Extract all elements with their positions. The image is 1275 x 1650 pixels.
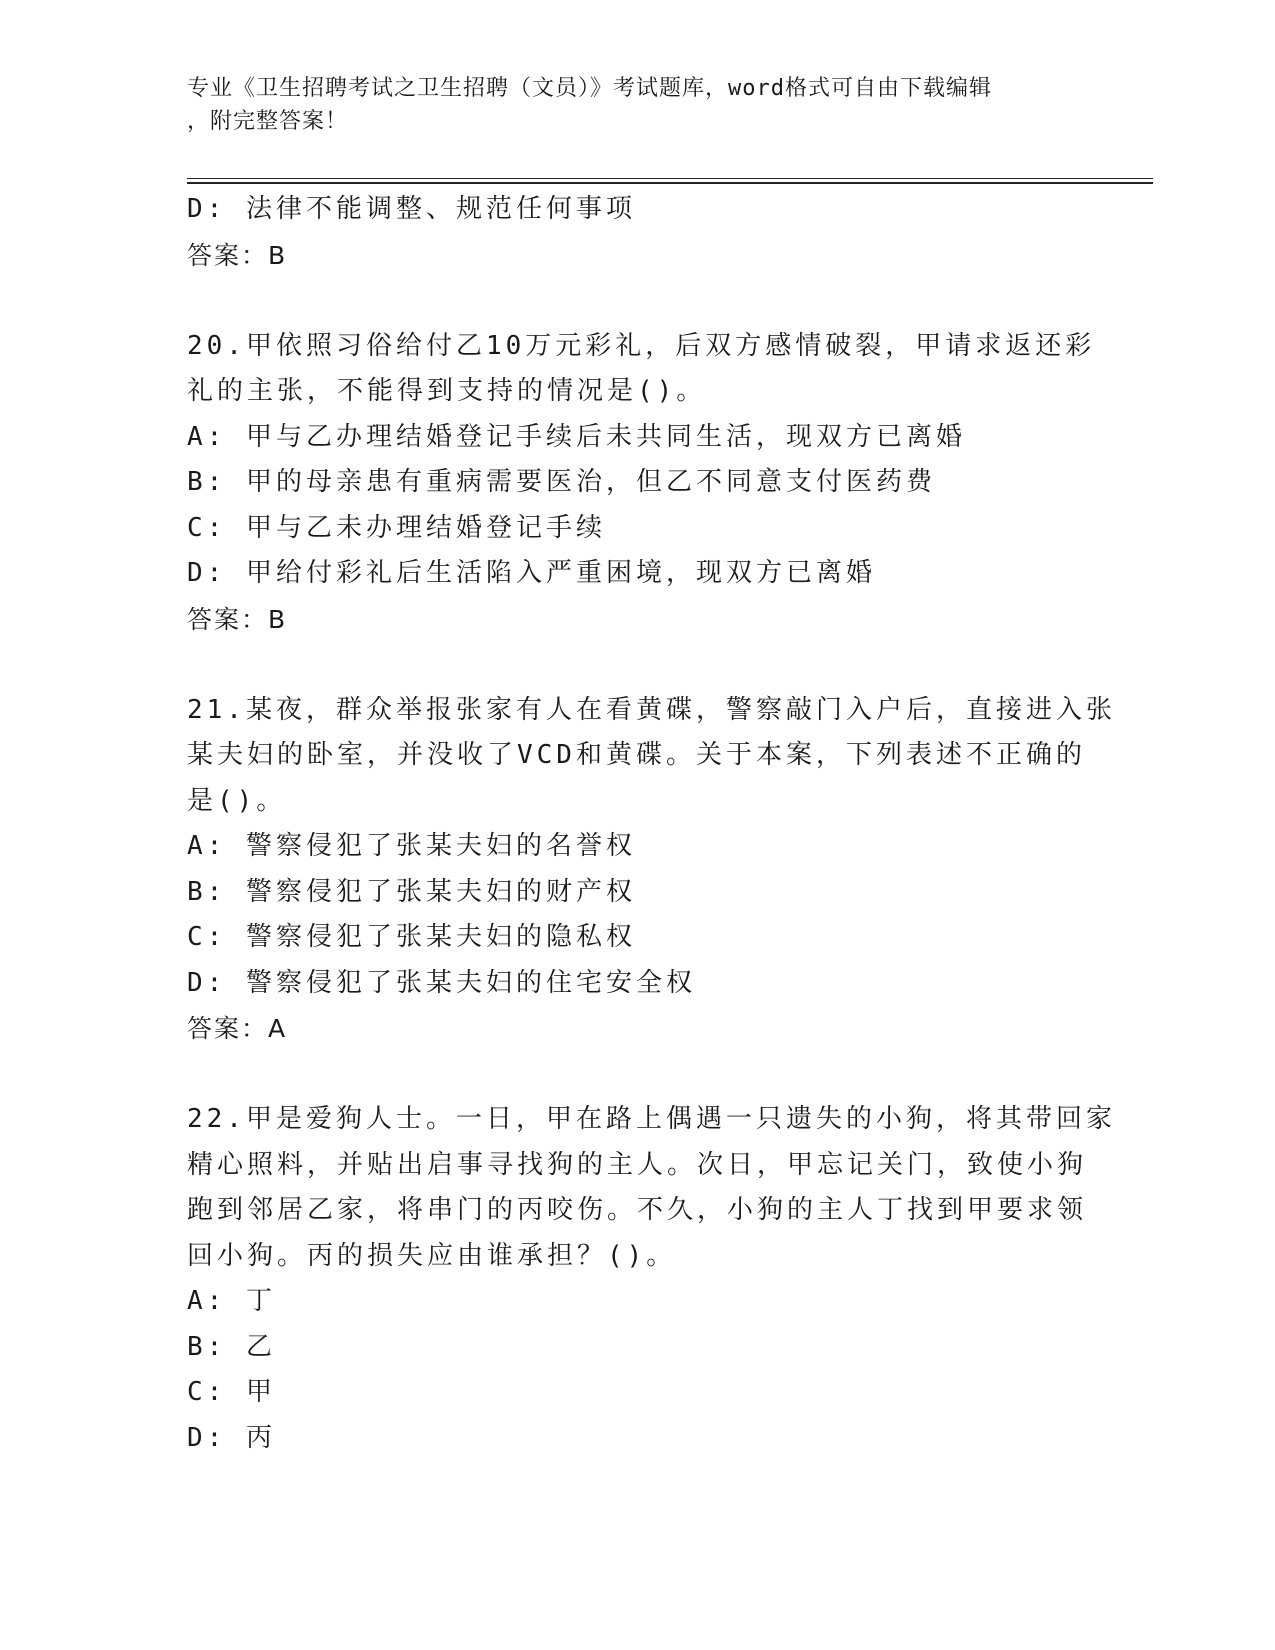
- option-c: C: 甲与乙未办理结婚登记手续: [187, 512, 606, 543]
- option-d: D: 甲给付彩礼后生活陷入严重困境，现双方已离婚: [187, 558, 876, 588]
- option-c: C: 甲: [187, 1377, 276, 1407]
- option-b: B: 乙: [187, 1331, 276, 1362]
- question-21: [187, 688, 1116, 1052]
- spacer: [187, 1052, 1087, 1098]
- question-stem-line: 21.某夜，群众举报张家有人在看黄碟，警察敲门入户后，直接进入张: [187, 694, 1116, 725]
- header-line-2: ，附完整答案！: [187, 109, 349, 134]
- answer-label: 答案：A: [187, 1014, 288, 1043]
- option-a: A: 丁: [187, 1286, 276, 1316]
- prev-option-d: D: 法律不能调整、规范任何事项: [187, 194, 636, 224]
- header-divider-thick: [187, 182, 1153, 184]
- header-divider-thin: [187, 178, 1153, 179]
- spacer: [187, 278, 1087, 324]
- option-b: B: 甲的母亲患有重病需要医治，但乙不同意支付医药费: [187, 467, 936, 497]
- question-22: [187, 1097, 1116, 1461]
- question-20: [187, 324, 1096, 643]
- option-d: D: 警察侵犯了张某夫妇的住宅安全权: [187, 967, 696, 998]
- question-stem-line: 某夫妇的卧室，并没收了VCD和黄碟。关于本案，下列表述不正确的: [187, 740, 1086, 770]
- question-stem-line: 回小狗。丙的损失应由谁承担？()。: [187, 1240, 677, 1271]
- question-content: [187, 187, 1116, 1461]
- header-line-1: 专业《卫生招聘考试之卫生招聘（文员）》考试题库，word格式可自由下载编辑: [187, 76, 992, 101]
- question-stem-line: 20.甲依照习俗给付乙10万元彩礼，后双方感情破裂，甲请求返还彩: [187, 330, 1096, 361]
- spacer: [187, 642, 1087, 688]
- document-header: [187, 72, 1067, 138]
- question-stem-line: 跑到邻居乙家，将串门的丙咬伤。不久，小狗的主人丁找到甲要求领: [187, 1195, 1088, 1225]
- option-c: C: 警察侵犯了张某夫妇的隐私权: [187, 922, 636, 952]
- answer-label: 答案：B: [187, 604, 288, 634]
- prev-answer: 答案：B: [187, 240, 288, 270]
- question-stem-line: 是()。: [187, 785, 287, 816]
- option-b: B: 警察侵犯了张某夫妇的财产权: [187, 876, 636, 907]
- question-stem-line: 礼的主张，不能得到支持的情况是()。: [187, 376, 707, 406]
- question-stem-line: 精心照料，并贴出启事寻找狗的主人。次日，甲忘记关门，致使小狗: [187, 1149, 1088, 1180]
- option-a: A: 警察侵犯了张某夫妇的名誉权: [187, 831, 636, 861]
- option-a: A: 甲与乙办理结婚登记手续后未共同生活，现双方已离婚: [187, 421, 966, 452]
- option-d: D: 丙: [187, 1422, 276, 1453]
- question-stem-line: 22.甲是爱狗人士。一日，甲在路上偶遇一只遗失的小狗，将其带回家: [187, 1104, 1116, 1134]
